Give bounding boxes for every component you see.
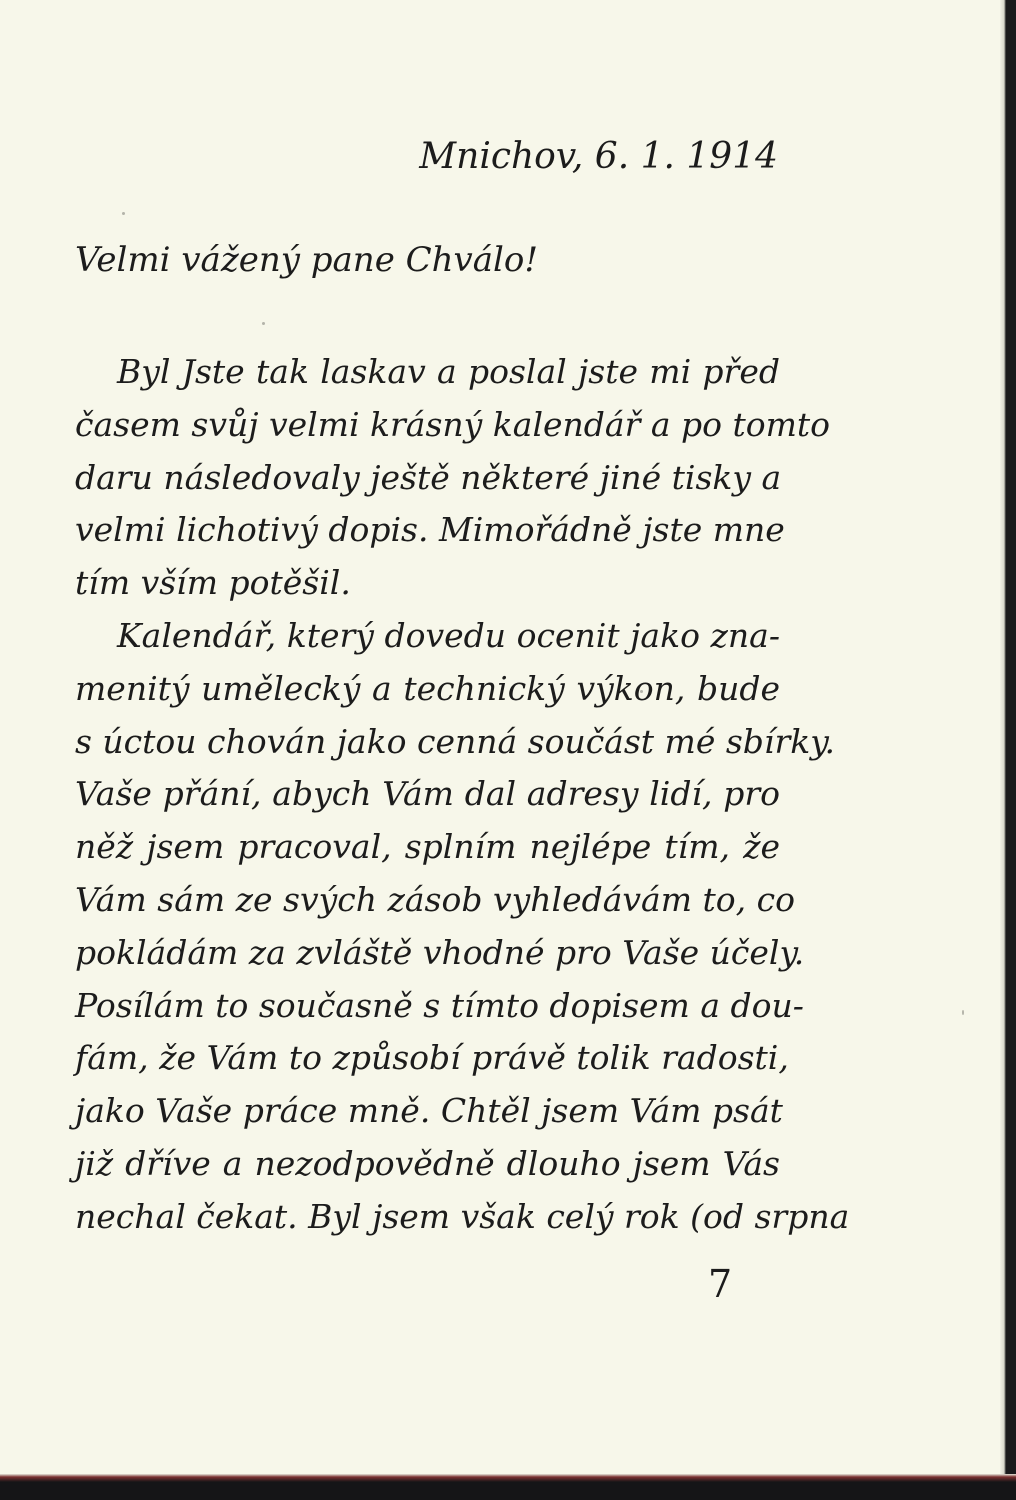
- paper-speck: [122, 212, 125, 215]
- body-line: menitý umělecký a technický výkon, bude: [75, 668, 780, 708]
- body-line: Kalendář, který dovedu ocenit jako zna-: [117, 615, 780, 655]
- book-spine-edge: [1000, 0, 1016, 1500]
- body-line: Posílám to současně s tímto dopisem a dou-: [75, 985, 804, 1025]
- paper-speck: [962, 1010, 964, 1015]
- body-line: velmi lichotivý dopis. Mimořádně jste mne: [75, 510, 785, 550]
- body-line: časem svůj velmi krásný kalendář a po tomto: [75, 404, 831, 444]
- page-number: 7: [708, 1262, 733, 1306]
- body-line: něž jsem pracoval, splním nejlépe tím, že: [75, 827, 780, 867]
- letter-body: [75, 346, 850, 1244]
- scan-bottom-edge: [0, 1474, 1016, 1500]
- body-line: fám, že Vám to způsobí právě tolik radosti,: [75, 1038, 789, 1078]
- body-line: Vám sám ze svých zásob vyhledávám to, co: [75, 879, 795, 919]
- body-line: tím vším potěšil.: [75, 563, 351, 603]
- paper-speck: [262, 322, 265, 325]
- letter-salutation: Velmi vážený pane Chválo!: [75, 240, 539, 280]
- body-line: nechal čekat. Byl jsem však celý rok (od srpna: [75, 1196, 850, 1236]
- body-line: již dříve a nezodpovědně dlouho jsem Vás: [75, 1143, 780, 1183]
- letter-dateline: Mnichov, 6. 1. 1914: [419, 136, 778, 177]
- body-line: daru následovaly ještě některé jiné tisky a: [75, 457, 782, 497]
- body-line: jako Vaše práce mně. Chtěl jsem Vám psát: [75, 1091, 783, 1131]
- body-line: pokládám za zvláště vhodné pro Vaše účely.: [75, 932, 805, 972]
- body-line: Vaše přání, abych Vám dal adresy lidí, pro: [75, 774, 780, 814]
- body-line: Byl Jste tak laskav a poslal jste mi před: [117, 352, 780, 391]
- body-line: s úctou chován jako cenná součást mé sbírky.: [75, 721, 835, 761]
